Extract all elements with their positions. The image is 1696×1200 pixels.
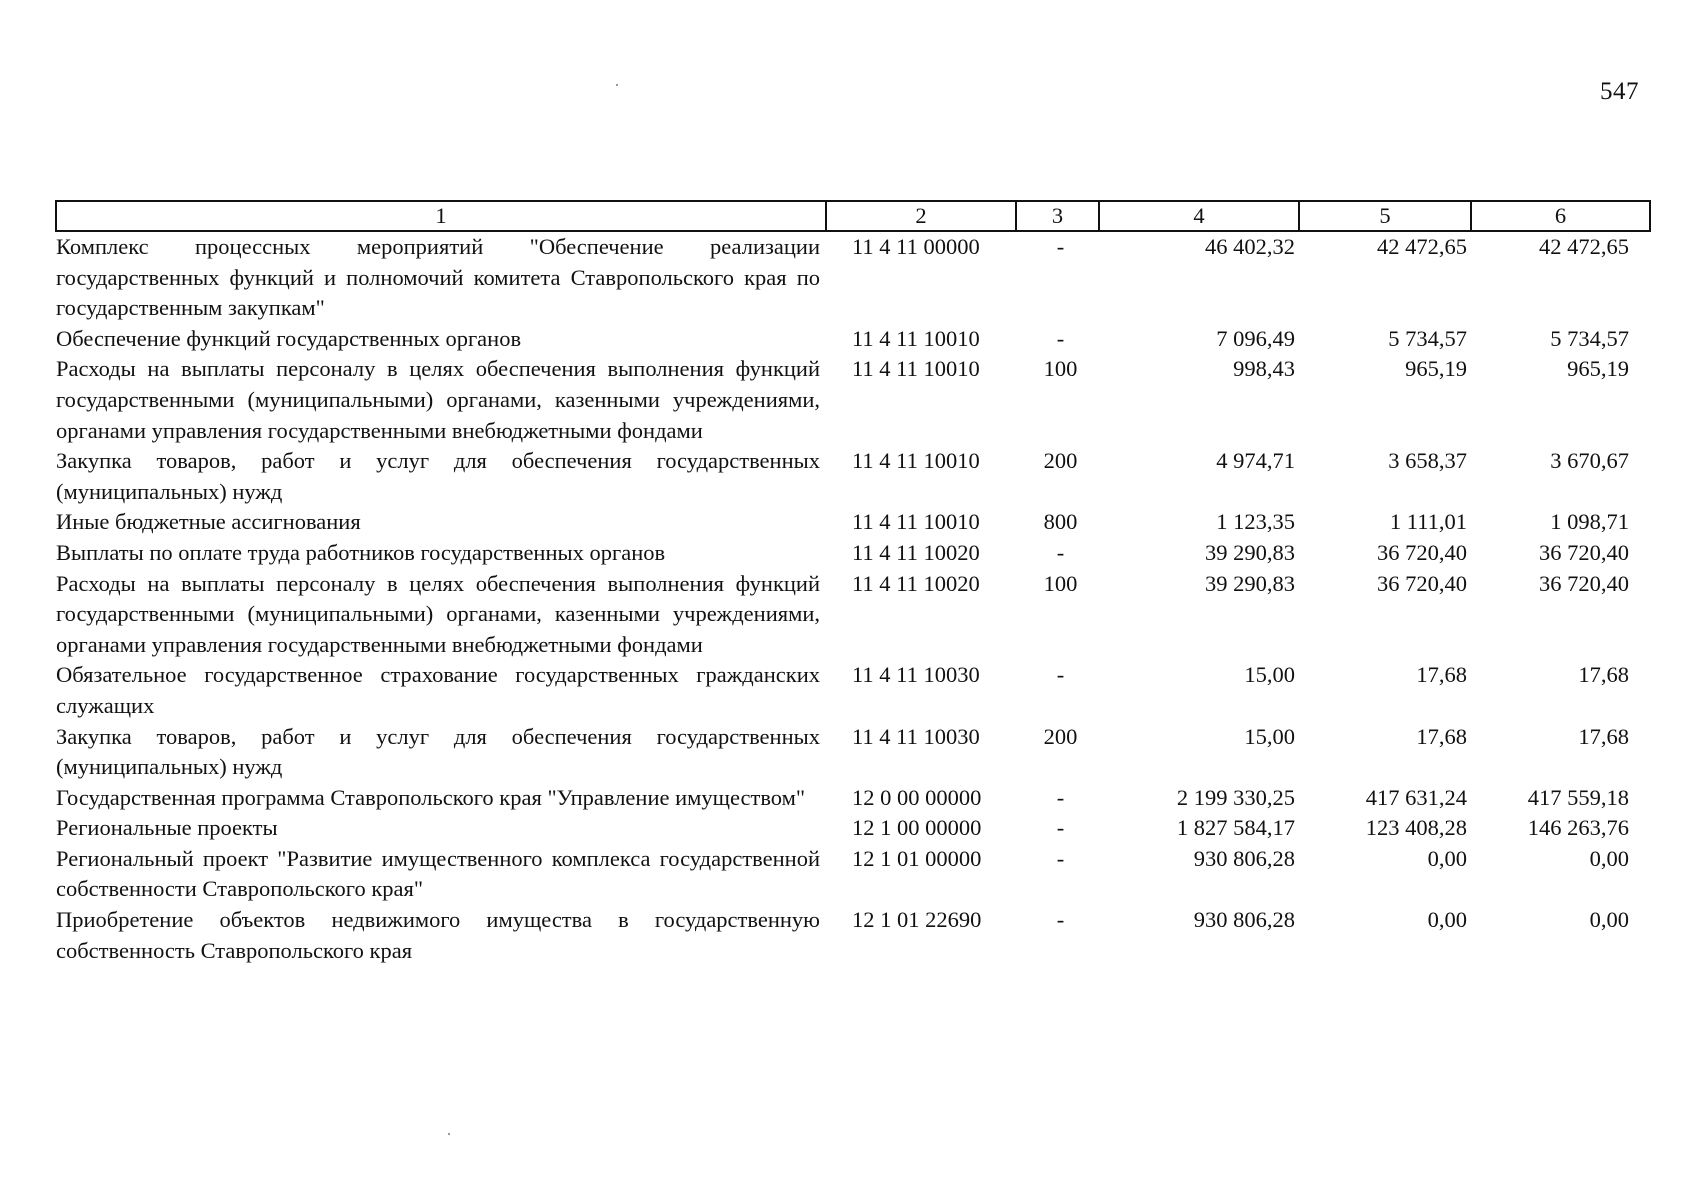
table-header — [56, 201, 1650, 231]
row-value-col4: 930 806,28 — [1193, 845, 1295, 871]
row-value-col4: 15,00 — [1244, 723, 1295, 749]
row-value-col6: 36 720,40 — [1539, 539, 1629, 565]
row-value-col6: 965,19 — [1567, 356, 1629, 382]
row-value-col5: 0,00 — [1427, 845, 1467, 871]
header-col-3: 3 — [1016, 201, 1099, 231]
row-value-col4: 7 096,49 — [1216, 325, 1295, 351]
row-value-col6: 146 263,76 — [1527, 815, 1629, 841]
row-value-col5: 3 658,37 — [1388, 448, 1467, 474]
row-expense-type: 100 — [1043, 570, 1078, 596]
header-col-5: 5 — [1299, 201, 1471, 231]
row-value-col5: 417 631,24 — [1365, 784, 1467, 810]
row-expense-type: 200 — [1043, 448, 1078, 474]
row-value-col5: 17,68 — [1416, 662, 1467, 688]
row-value-col6: 17,68 — [1578, 662, 1629, 688]
table-row — [56, 324, 1650, 355]
row-value-col4: 46 402,32 — [1205, 234, 1295, 259]
row-name: Расходы на выплаты персоналу в целях обеспечения выполнения функций государственными (муниципальными) органами, казенными учреждениями, органами управления государственными внебюджетными фондами — [56, 570, 820, 657]
row-name: Региональный проект "Развитие имущественного комплекса государственной собственности Ставропольского края" — [56, 845, 820, 902]
row-value-col6: 3 670,67 — [1550, 448, 1629, 474]
row-expense-type: - — [1056, 325, 1065, 351]
row-code: 11 4 11 10010 — [852, 509, 980, 535]
row-value-col4: 1 827 584,17 — [1176, 815, 1295, 841]
row-value-col4: 39 290,83 — [1205, 570, 1295, 596]
row-value-col4: 4 974,71 — [1216, 448, 1295, 474]
row-value-col5: 1 111,01 — [1389, 509, 1467, 535]
row-code: 11 4 11 00000 — [852, 234, 980, 259]
header-col-4: 4 — [1099, 201, 1299, 231]
row-name: Закупка товаров, работ и услуг для обеспечения государственных (муниципальных) нужд — [56, 723, 820, 780]
row-code: 11 4 11 10010 — [852, 356, 980, 382]
row-code: 11 4 11 10020 — [852, 570, 980, 596]
row-value-col5: 36 720,40 — [1377, 539, 1467, 565]
row-name: Иные бюджетные ассигнования — [56, 509, 361, 535]
table-row — [56, 660, 1650, 721]
row-value-col5: 123 408,28 — [1365, 815, 1467, 841]
row-value-col6: 5 734,57 — [1550, 325, 1629, 351]
header-col-1: 1 — [56, 201, 826, 231]
row-expense-type: 800 — [1043, 509, 1078, 535]
row-value-col4: 15,00 — [1244, 662, 1295, 688]
row-name: Закупка товаров, работ и услуг для обеспечения государственных (муниципальных) нужд — [56, 448, 820, 504]
budget-table — [55, 200, 1651, 966]
row-expense-type: - — [1056, 539, 1065, 565]
header-row — [56, 201, 1650, 231]
row-value-col5: 17,68 — [1416, 723, 1467, 749]
row-name: Приобретение объектов недвижимого имущества в государственную собственность Ставропольского края — [56, 907, 820, 963]
row-value-col6: 1 098,71 — [1550, 509, 1629, 535]
table-row — [56, 783, 1650, 814]
header-col-2: 2 — [826, 201, 1016, 231]
row-expense-type: 200 — [1043, 723, 1078, 749]
table-row — [56, 813, 1650, 844]
row-code: 11 4 11 10010 — [852, 448, 980, 474]
table-row — [56, 905, 1650, 966]
row-name: Обеспечение функций государственных органов — [56, 325, 522, 351]
row-code: 11 4 11 10010 — [852, 325, 980, 351]
row-name: Выплаты по оплате труда работников государственных органов — [56, 539, 666, 565]
table-row — [56, 231, 1650, 324]
row-value-col6: 0,00 — [1589, 845, 1629, 871]
table-row — [56, 446, 1650, 507]
row-expense-type: - — [1056, 815, 1065, 841]
table-row — [56, 507, 1650, 538]
row-name: Обязательное государственное страхование государственных гражданских служащих — [56, 662, 820, 718]
row-name: Комплекс процессных мероприятий "Обеспечение реализации государственных функций и полномочий комитета Ставропольского края по государственным закупкам" — [56, 234, 820, 321]
row-value-col5: 36 720,40 — [1377, 570, 1467, 596]
row-code: 11 4 11 10020 — [852, 539, 980, 565]
row-value-col4: 39 290,83 — [1205, 539, 1295, 565]
scan-speck — [448, 1133, 450, 1135]
row-code: 12 1 01 00000 — [852, 845, 982, 871]
row-code: 12 1 01 22690 — [852, 907, 982, 933]
row-code: 12 1 00 00000 — [852, 815, 982, 841]
row-value-col6: 42 472,65 — [1539, 234, 1629, 259]
row-value-col6: 417 559,18 — [1527, 784, 1629, 810]
row-expense-type: - — [1056, 784, 1065, 810]
row-value-col5: 0,00 — [1427, 907, 1467, 933]
row-value-col5: 42 472,65 — [1377, 234, 1467, 259]
table-row — [56, 354, 1650, 446]
table-row — [56, 722, 1650, 783]
row-value-col6: 36 720,40 — [1539, 570, 1629, 596]
table-row — [56, 569, 1650, 661]
table-row — [56, 538, 1650, 569]
row-value-col4: 1 123,35 — [1216, 509, 1295, 535]
row-value-col6: 0,00 — [1589, 907, 1629, 933]
row-value-col4: 998,43 — [1233, 356, 1295, 382]
row-value-col5: 5 734,57 — [1388, 325, 1467, 351]
row-name: Государственная программа Ставропольского края "Управление имуществом" — [56, 784, 806, 810]
row-code: 12 0 00 00000 — [852, 784, 982, 810]
row-expense-type: - — [1056, 907, 1065, 933]
row-name: Расходы на выплаты персоналу в целях обеспечения выполнения функций государственными (муниципальными) органами, казенными учреждениями, органами управления государственными внебюджетными фондами — [56, 356, 820, 443]
row-expense-type: - — [1056, 234, 1065, 259]
table-body — [56, 231, 1650, 966]
page-number: 547 — [1600, 78, 1639, 105]
row-value-col4: 930 806,28 — [1193, 907, 1295, 933]
row-value-col6: 17,68 — [1578, 723, 1629, 749]
row-value-col5: 965,19 — [1405, 356, 1467, 382]
header-col-6: 6 — [1471, 201, 1650, 231]
row-expense-type: - — [1056, 662, 1065, 688]
scan-speck — [616, 84, 618, 86]
row-value-col4: 2 199 330,25 — [1176, 784, 1295, 810]
row-expense-type: - — [1056, 845, 1065, 871]
row-expense-type: 100 — [1043, 356, 1078, 382]
row-code: 11 4 11 10030 — [852, 723, 980, 749]
row-code: 11 4 11 10030 — [852, 662, 980, 688]
row-name: Региональные проекты — [56, 815, 278, 841]
table-row — [56, 844, 1650, 905]
